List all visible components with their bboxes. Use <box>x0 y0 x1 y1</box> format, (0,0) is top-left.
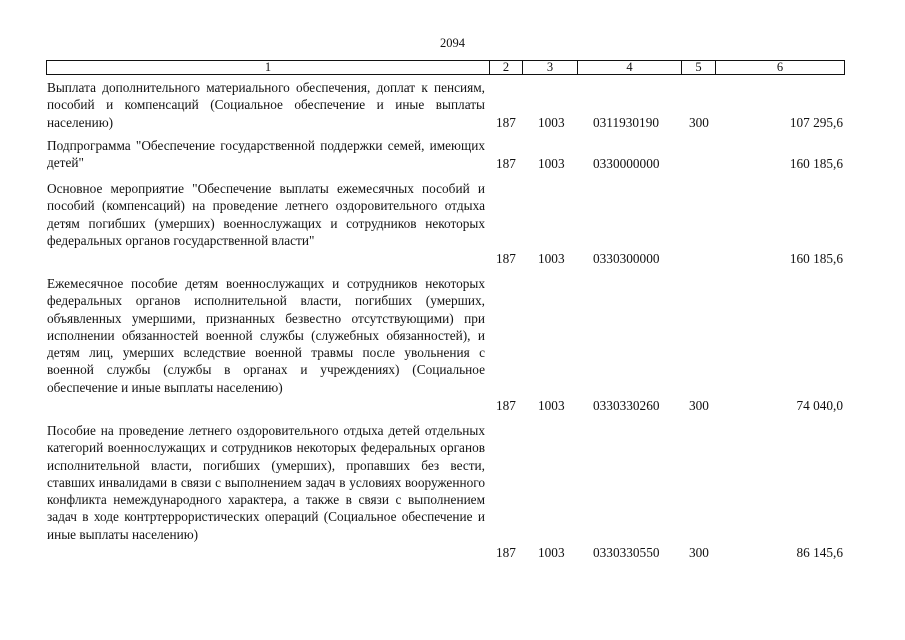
row-col-4: 0330300000 <box>593 250 660 266</box>
row-col-2: 187 <box>496 397 516 413</box>
table-row <box>0 79 905 131</box>
header-col-4: 4 <box>577 61 681 74</box>
row-col-2: 187 <box>496 155 516 171</box>
row-col-3: 1003 <box>538 250 565 266</box>
row-col-6: 74 040,0 <box>796 397 843 413</box>
row-col-2: 187 <box>496 250 516 266</box>
header-col-6: 6 <box>715 61 845 74</box>
row-col-5: 300 <box>689 114 709 130</box>
row-col-4: 0311930190 <box>593 114 659 130</box>
row-description: Ежемесячное пособие детям военнослужащих и сотрудников некоторых федеральных органов исполнительной власти, погибших (умерших, объявленных умершими, признанных безвестно отсутствующими) при исполнении обязанностей военной службы (служебных обязанностей), и детям лиц, умерших вследствие военной травмы после увольнения с военной службы (службы в органах и учреждениях) (Социальное обеспечение и иные выплаты населению) <box>47 276 485 395</box>
row-description: Основное мероприятие "Обеспечение выплаты ежемесячных пособий и пособий (компенсаций) на проведение летнего оздоровительного отдыха детям погибших (умерших) военнослужащих и сотрудников некоторых федеральных органов государственной власти" <box>47 181 485 248</box>
row-col-6: 86 145,6 <box>796 544 843 560</box>
row-col-2: 187 <box>496 114 516 130</box>
table-row <box>0 137 905 172</box>
row-col-2: 187 <box>496 544 516 560</box>
table-header <box>46 60 845 75</box>
row-description: Выплата дополнительного материального обеспечения, доплат к пенсиям, пособий и компенсаций (Социальное обеспечение и иные выплаты населению) <box>47 80 485 130</box>
row-col-6: 160 185,6 <box>789 250 843 266</box>
row-col-3: 1003 <box>538 114 565 130</box>
table-row <box>0 180 905 267</box>
row-col-6: 160 185,6 <box>789 155 843 171</box>
header-col-2: 2 <box>489 61 522 74</box>
row-col-5: 300 <box>689 397 709 413</box>
header-col-3: 3 <box>522 61 577 74</box>
row-col-3: 1003 <box>538 397 565 413</box>
header-col-5: 5 <box>681 61 715 74</box>
table-row <box>0 422 905 561</box>
row-col-3: 1003 <box>538 155 565 171</box>
row-col-3: 1003 <box>538 544 565 560</box>
row-col-4: 0330330260 <box>593 397 660 413</box>
row-col-6: 107 295,6 <box>789 114 843 130</box>
row-description: Пособие на проведение летнего оздоровительного отдыха детей отдельных категорий военнослужащих и сотрудников некоторых федеральных органов исполнительной власти, погибших (умерших), пропавших без вести, ставших инвалидами в связи с выполнением задач в условиях вооруженного конфликта немеждународного характера, а также в связи с выполнением задач в ходе контртеррористических операций (Социальное обеспечение и иные выплаты населению) <box>47 423 485 542</box>
page-number: 2094 <box>440 36 465 50</box>
row-col-5: 300 <box>689 544 709 560</box>
row-col-4: 0330000000 <box>593 155 660 171</box>
header-col-1: 1 <box>46 61 489 74</box>
row-description: Подпрограмма "Обеспечение государственной поддержки семей, имеющих детей" <box>47 138 485 171</box>
row-col-4: 0330330550 <box>593 544 660 560</box>
table-row <box>0 275 905 414</box>
